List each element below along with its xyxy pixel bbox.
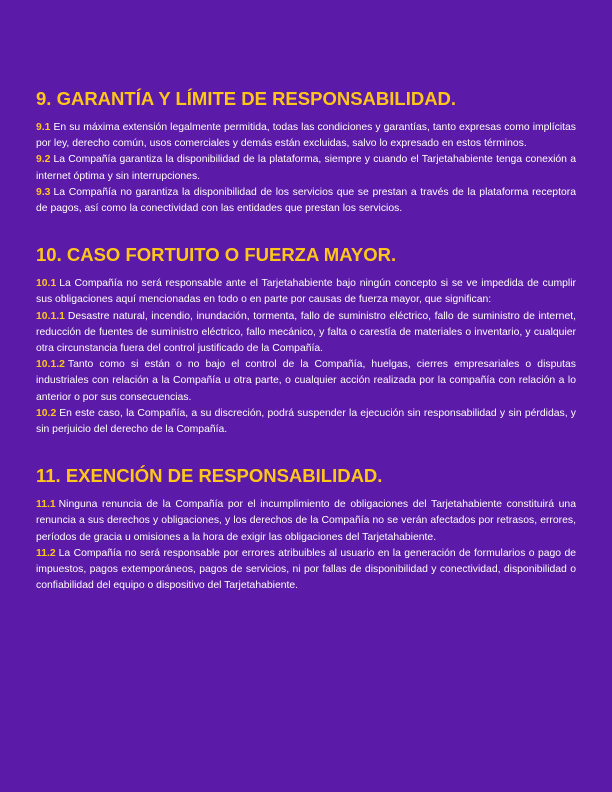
- clause-9-3: [36, 185, 576, 217]
- clause-9-2: [36, 152, 576, 184]
- section-force-majeure: [36, 243, 576, 438]
- clause-number: 10.1.2: [36, 359, 65, 371]
- section-title: 9. GARANTÍA Y LÍMITE DE RESPONSABILIDAD.: [36, 88, 457, 109]
- clause-10-2: [36, 406, 576, 438]
- section-title: 11. EXENCIÓN DE RESPONSABILIDAD.: [36, 465, 383, 487]
- clause-number: 10.2: [36, 407, 57, 419]
- clause-text: Tanto como si están o no bajo el control de la Compañía, huelgas, cierres empresariales o disputas industriales con relación a la Compañía u otra parte, o cualquier acción realizada por la compañía con relación a lo anterior o por sus consecuencias.: [36, 359, 576, 403]
- section-warranty: [36, 87, 576, 217]
- clause-text: La Compañía no será responsable ante el Tarjetahabiente bajo ningún concepto si se ve impedida de cumplir sus obligaciones aquí mencionadas en todo o en parte por causas de fuerza mayor, que significan:: [36, 278, 576, 306]
- clause-number: 11.1: [36, 499, 56, 511]
- clause-text: La Compañía no garantiza la disponibilidad de los servicios que se prestan a través de la plataforma receptora de pagos, así como la conectividad con las entidades que prestan los servicios.: [36, 186, 576, 215]
- clause-10-1: [36, 276, 576, 308]
- clause-10-1-2: [36, 357, 576, 406]
- clause-text: Ninguna renuncia de la Compañía por el incumplimiento de obligaciones del Tarjetahabiente constituirá una renuncia a sus derechos y obligaciones, y los derechos de la Compañía no se verán afectados por retrasos, errores, períodos de gracia u omisiones a la hora de exigir las obligaciones del Tarjetahabiente.: [36, 499, 576, 543]
- clause-9-1: [36, 120, 576, 152]
- clause-number: 9.1: [36, 122, 51, 133]
- clause-number: 9.3: [36, 186, 51, 198]
- clause-text: En este caso, la Compañía, a su discreción, podrá suspender la ejecución sin responsabilidad y sin pérdidas, y sin perjuicio del derecho de la Compañía.: [36, 407, 576, 436]
- clause-10-1-1: [36, 309, 576, 358]
- section-title: 10. CASO FORTUITO O FUERZA MAYOR.: [36, 244, 397, 266]
- clause-text: En su máxima extensión legalmente permitida, todas las condiciones y garantías, tanto expresas como implícitas por ley, derecho común, usos comerciales y demás están excluidas, salvo lo expresado en estos términos.: [36, 122, 576, 150]
- clause-11-2: [36, 546, 576, 595]
- clause-text: Desastre natural, incendio, inundación, tormenta, fallo de suministro eléctrico, fallo de suministro de internet, reducción de fuentes de suministro eléctrico, fallo mecánico, y falta o carestía de materiales o inventario, y cualquier otra circunstancia fuera del control justificado de la Compañía.: [36, 310, 576, 355]
- section-liability-exemption: [36, 464, 576, 594]
- clause-number: 11.2: [36, 547, 56, 559]
- clause-number: 10.1: [36, 278, 57, 290]
- clause-11-1: [36, 497, 576, 546]
- clause-text: La Compañía no será responsable por errores atribuibles al usuario en la generación de formularios o pago de impuestos, pagos extemporáneos, pagos de servicios, ni por fallas de disponibilidad y conectividad, disponibilidad o confiabilidad del equipo o dispositivo del Tarjetahabiente.: [36, 547, 576, 592]
- clause-text: La Compañía garantiza la disponibilidad de la plataforma, siempre y cuando el Tarjetahabiente tenga conexión a internet óptima y sin interrupciones.: [36, 154, 576, 182]
- clause-number: 9.2: [36, 154, 51, 166]
- clause-number: 10.1.1: [36, 310, 65, 322]
